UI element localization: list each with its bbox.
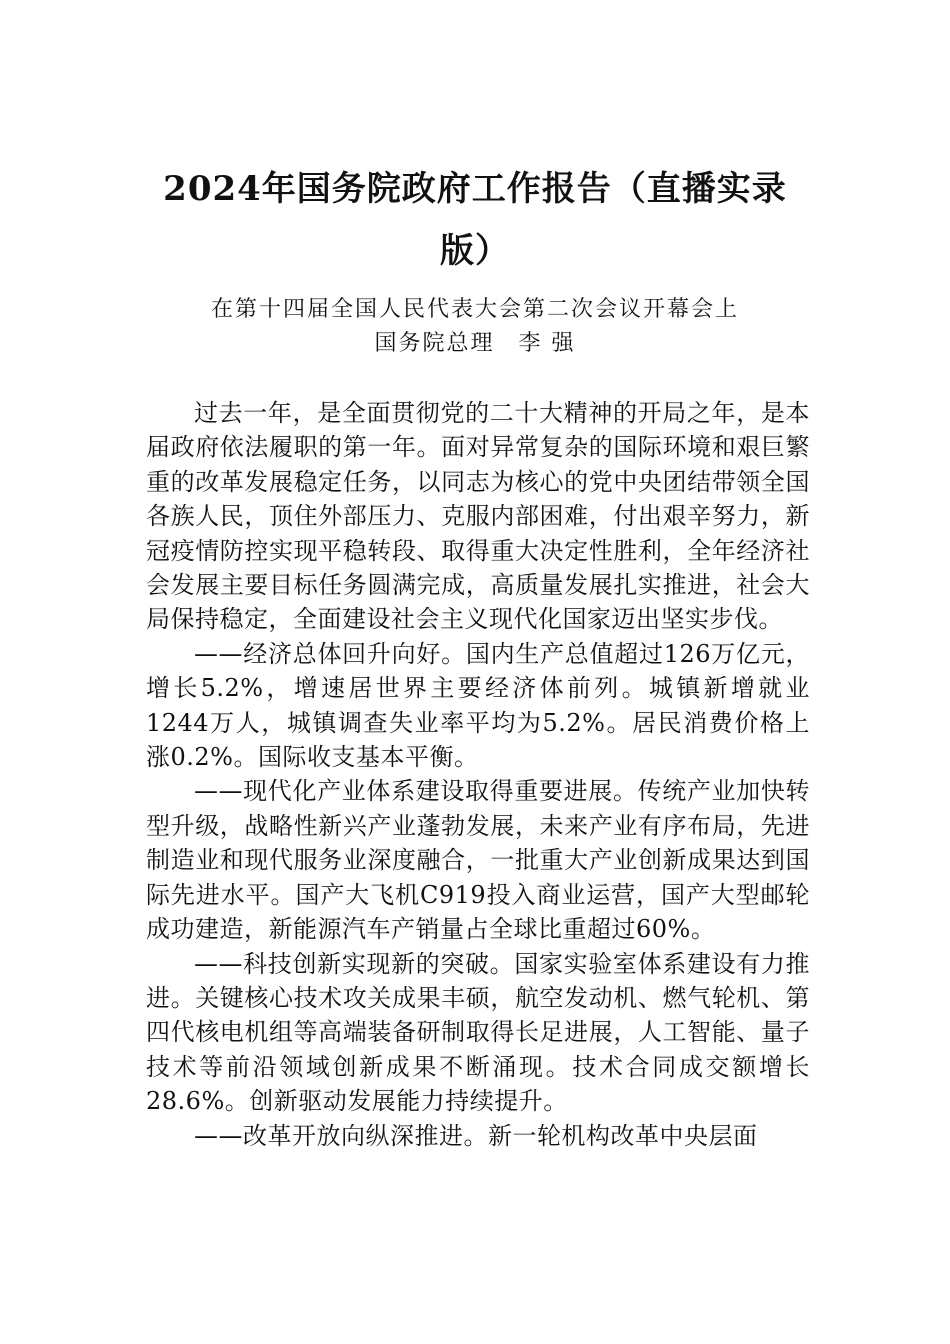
paragraph-text: 传统产业加快转型升级，战略性新兴产业蓬勃发展，未来产业有序布局，先进制造业和现代服务业深度融合，一批重大产业创新成果达到国际先进水平。国产大飞机C919投入商业运营，国产大型邮轮成功建造，新能源汽车产销量占全球比重超过60%。 — [146, 777, 811, 944]
paragraph-industry — [146, 774, 810, 946]
paragraph-text: 国内生产总值超过126万亿元，增长5.2%，增速居世界主要经济体前列。城镇新增就业1244万人，城镇调查失业率平均为5.2%。居民消费价格上涨0.2%。国际收支基本平衡。 — [146, 639, 810, 772]
paragraph-text: 新一轮机构改革中央层面 — [488, 1121, 758, 1150]
paragraph-economy — [146, 637, 810, 775]
subtitle-speaker: 国务院总理 李 强 — [374, 331, 576, 356]
paragraph-lead: ——改革开放向纵深推进。 — [194, 1121, 488, 1150]
paragraph-lead: ——科技创新实现新的突破。 — [194, 949, 515, 978]
document-body — [146, 396, 810, 1153]
paragraph-lead: ——现代化产业体系建设取得重要进展。 — [194, 777, 638, 806]
subtitle-meeting: 在第十四届全国人民代表大会第二次会议开幕会上 — [210, 297, 739, 322]
paragraph-technology — [146, 947, 810, 1119]
document-title: 2024年国务院政府工作报告（直播实录版） — [163, 169, 787, 271]
paragraph-text: 过去一年，是全面贯彻党的二十大精神的开局之年，是本届政府依法履职的第一年。面对异常复杂的国际环境和艰巨繁重的改革发展稳定任务，以同志为核心的党中央团结带领全国各族人民，顶住外部压力、克服内部困难，付出艰辛努力，新冠疫情防控实现平稳转段、取得重大决定性胜利，全年经济社会发展主要目标任务圆满完成，高质量发展扎实推进，社会大局保持稳定，全面建设社会主义现代化国家迈出坚实步伐。 — [146, 399, 810, 634]
paragraph-text: 国家实验室体系建设有力推进。关键核心技术攻关成果丰硕，航空发动机、燃气轮机、第四代核电机组等高端装备研制取得长足进展，人工智能、量子技术等前沿领域创新成果不断涌现。技术合同成交额增长28.6%。创新驱动发展能力持续提升。 — [146, 949, 811, 1116]
document-subtitle — [140, 293, 810, 361]
paragraph-lead: ——经济总体回升向好。 — [194, 639, 466, 668]
paragraph-intro — [146, 396, 810, 637]
paragraph-reform — [146, 1119, 810, 1153]
